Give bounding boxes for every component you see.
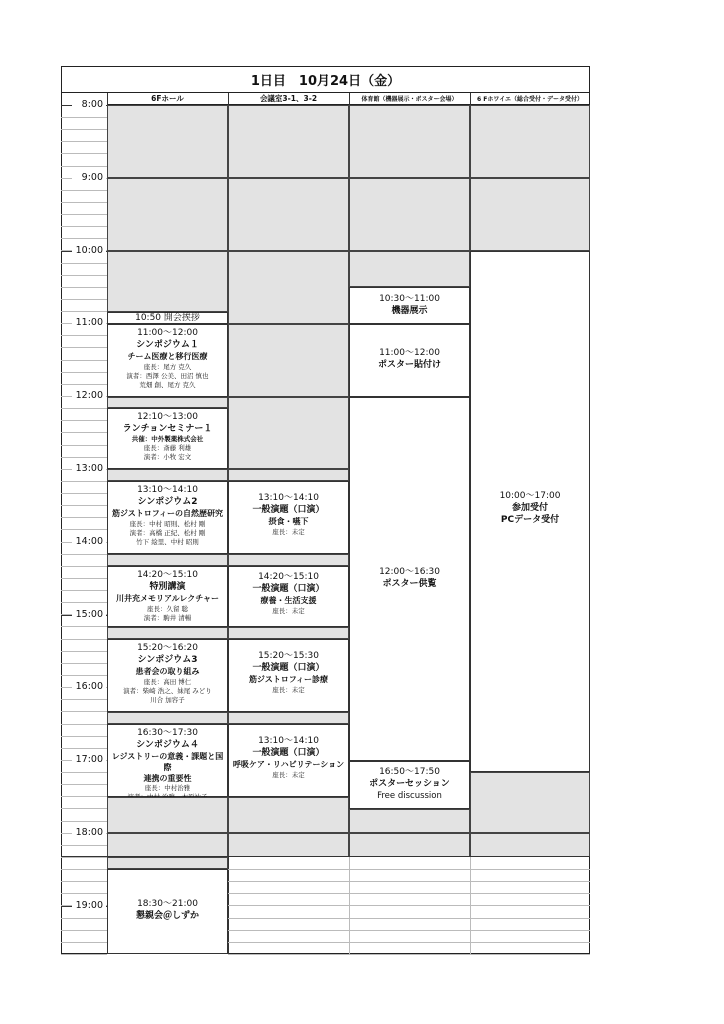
session-symposium-3 [107, 639, 228, 712]
minor-gridline [61, 335, 107, 336]
session-speakers: 演者：西澤 公美、田沼 慎也 [126, 372, 209, 380]
minor-gridline [61, 736, 107, 737]
time-label: 14:00 [72, 536, 106, 547]
session-time: 13:10～14:10 [258, 736, 319, 746]
empty-row-line [228, 893, 590, 894]
minor-gridline [61, 202, 107, 203]
session-title: 懇親会＠しずか [135, 911, 199, 921]
session-title: ポスター貼付け [377, 360, 441, 370]
session-time: 10:30～11:00 [379, 294, 440, 304]
time-label: 15:00 [72, 609, 106, 620]
column-header-gymnasium: 体育館（機器展示・ポスター会場） [349, 93, 470, 105]
blank-slot [228, 397, 349, 469]
blank-slot [349, 833, 470, 857]
minor-gridline [61, 711, 107, 712]
minor-gridline [61, 942, 107, 943]
session-speakers: 演者：駒井 清暢 [143, 614, 192, 622]
page-title: 1日目 10月24日（金） [61, 66, 590, 93]
divider [61, 856, 590, 857]
minor-gridline [61, 918, 107, 919]
time-label: 10:00 [72, 245, 106, 256]
session-time: 18:30～21:00 [137, 899, 198, 909]
minor-gridline [61, 505, 107, 506]
blank-slot [228, 469, 349, 481]
minor-gridline [61, 881, 107, 882]
empty-row-line [228, 869, 590, 870]
blank-slot [470, 772, 590, 833]
minor-gridline [61, 675, 107, 676]
blank-slot [470, 178, 590, 251]
session-time: 14:20～15:10 [258, 572, 319, 582]
session-banquet [107, 869, 228, 954]
session-time: 16:30～17:30 [137, 728, 198, 738]
empty-row-line [228, 881, 590, 882]
minor-gridline [61, 748, 107, 749]
column-header-6f-hall: 6Fホール [107, 93, 228, 105]
session-equipment-exhibition [349, 287, 470, 324]
minor-gridline [61, 311, 107, 312]
session-speakers: 演者：高橋 正紀、松村 剛 [129, 529, 206, 537]
minor-gridline [61, 493, 107, 494]
blank-slot [228, 251, 349, 324]
session-time: 14:20～15:10 [137, 570, 198, 580]
minor-gridline [61, 772, 107, 773]
minor-gridline [61, 190, 107, 191]
minor-gridline [61, 796, 107, 797]
minor-gridline [61, 360, 107, 361]
blank-slot [107, 833, 228, 857]
minor-gridline [61, 457, 107, 458]
session-title: 一般演題（口演） [252, 663, 325, 673]
time-label: 12:00 [72, 390, 106, 401]
session-poster-session [349, 761, 470, 809]
blank-slot [470, 105, 590, 178]
blank-slot [107, 857, 228, 869]
minor-gridline [61, 954, 107, 955]
blank-slot [107, 797, 228, 833]
minor-gridline [61, 554, 107, 555]
session-subtitle: レジストリーの意義・課題と国際 [111, 752, 224, 772]
blank-slot [228, 105, 349, 178]
session-time: 10:00～17:00 [499, 491, 561, 501]
column-header-foyer: 6 Fホワイエ（総合受付・データ受付） [470, 93, 590, 105]
session-registration [470, 251, 590, 772]
session-subtitle: 療養・生活支援 [260, 596, 317, 605]
minor-gridline [61, 784, 107, 785]
minor-gridline [61, 602, 107, 603]
session-time: 11:00～12:00 [137, 328, 198, 338]
minor-gridline [61, 566, 107, 567]
minor-gridline [61, 384, 107, 385]
minor-gridline [61, 141, 107, 142]
session-title: シンポジウム3 [137, 655, 198, 665]
session-chair: 座長：未定 [272, 607, 305, 615]
minor-gridline [61, 166, 107, 167]
session-title: 機器展示 [391, 306, 428, 316]
session-oral-1 [228, 481, 349, 554]
opening-remarks: 10:50 開会挨拶 [107, 312, 228, 324]
blank-slot [349, 178, 470, 251]
minor-gridline [61, 590, 107, 591]
empty-row-line [228, 905, 590, 906]
session-speakers: 荒畑 創、尾方 克久 [139, 381, 196, 389]
session-title: 一般演題（口演） [252, 584, 325, 594]
blank-slot [107, 469, 228, 481]
session-subtitle: 患者会の取り組み [135, 667, 200, 676]
session-time: 15:20～15:30 [258, 651, 319, 661]
session-time: 15:20～16:20 [137, 643, 198, 653]
minor-gridline [61, 845, 107, 846]
session-title: 特別講演 [149, 582, 186, 592]
time-label: 11:00 [72, 317, 106, 328]
minor-gridline [61, 699, 107, 700]
blank-slot [107, 251, 228, 312]
time-label: 16:00 [72, 681, 106, 692]
session-title: 一般演題（口演） [252, 748, 325, 758]
session-subtitle: 連携の重要性 [143, 774, 192, 783]
minor-gridline [61, 372, 107, 373]
minor-gridline [61, 529, 107, 530]
minor-gridline [61, 821, 107, 822]
minor-gridline [61, 347, 107, 348]
column-header-meeting-room: 会議室3-1、3-2 [228, 93, 349, 105]
minor-gridline [61, 287, 107, 288]
minor-gridline [61, 724, 107, 725]
session-subtitle: 呼吸ケア・リハビリテーション [232, 760, 345, 769]
session-symposium-2 [107, 481, 228, 554]
session-title: 参加受付 [511, 503, 548, 513]
blank-slot [107, 712, 228, 724]
blank-slot [470, 833, 590, 857]
session-time: 12:10～13:00 [137, 412, 198, 422]
session-subtitle: 筋ジストロフィー診療 [248, 675, 329, 684]
blank-slot [107, 397, 228, 408]
minor-gridline [61, 517, 107, 518]
session-time: 13:10～14:10 [137, 485, 198, 495]
session-subtitle: チーム医療と移行医療 [127, 352, 208, 361]
session-chair: 座長：中村治雅 [144, 784, 191, 792]
time-label: 13:00 [72, 463, 106, 474]
session-poster-setup [349, 324, 470, 397]
session-luncheon-seminar-1 [107, 408, 228, 469]
blank-slot [228, 178, 349, 251]
minor-gridline [61, 408, 107, 409]
minor-gridline [61, 226, 107, 227]
session-oral-2 [228, 566, 349, 627]
minor-gridline [61, 808, 107, 809]
minor-gridline [61, 153, 107, 154]
session-subtitle: 筋ジストロフィーの自然歴研究 [111, 509, 224, 518]
session-title: シンポジウム2 [137, 497, 198, 507]
blank-slot [107, 105, 228, 178]
minor-gridline [61, 263, 107, 264]
time-label: 9:00 [72, 172, 106, 183]
minor-gridline [61, 651, 107, 652]
minor-gridline [61, 857, 107, 858]
session-subtitle: 川井充メモリアルレクチャー [115, 594, 220, 603]
minor-gridline [61, 445, 107, 446]
minor-gridline [61, 578, 107, 579]
session-speakers: 竹下 絵里、中村 昭則 [136, 538, 199, 546]
time-label: 18:00 [72, 827, 106, 838]
blank-slot [228, 797, 349, 833]
empty-column-line [470, 857, 471, 954]
blank-slot [228, 627, 349, 639]
session-poster-viewing [349, 397, 470, 761]
minor-gridline [61, 663, 107, 664]
minor-gridline [61, 420, 107, 421]
session-symposium-1 [107, 324, 228, 397]
session-title: 一般演題（口演） [252, 505, 325, 515]
session-chair: 座長：高田 博仁 [143, 678, 192, 686]
session-chair: 座長：中村 昭則、松村 剛 [129, 520, 206, 528]
session-chair: 座長：未定 [272, 528, 305, 536]
session-chair: 座長：未定 [272, 686, 305, 694]
blank-slot [228, 712, 349, 724]
minor-gridline [61, 930, 107, 931]
session-title: ポスター供覧 [382, 579, 437, 589]
session-special-lecture [107, 566, 228, 627]
minor-gridline [61, 626, 107, 627]
session-speakers: 演者：柴崎 浩之、妹尾 みどり [123, 687, 212, 695]
session-title: シンポジウム４ [136, 740, 199, 750]
time-label: 8:00 [72, 99, 106, 110]
session-speakers: 川合 加容子 [150, 696, 185, 704]
minor-gridline [61, 117, 107, 118]
session-chair: 座長：久留 聡 [146, 605, 189, 613]
session-sponsor: 共催：中外製薬株式会社 [131, 435, 204, 443]
blank-slot [349, 809, 470, 833]
session-subtitle: Free discussion [377, 791, 442, 801]
session-subtitle: 摂食・嚥下 [268, 517, 309, 526]
time-label: 19:00 [72, 900, 106, 911]
minor-gridline [61, 129, 107, 130]
empty-row-line [228, 954, 590, 955]
minor-gridline [61, 869, 107, 870]
session-chair: 座長：尾方 克久 [143, 363, 192, 371]
session-title: ポスターセッション [369, 779, 450, 789]
blank-slot [228, 833, 349, 857]
minor-gridline [61, 639, 107, 640]
session-chair: 座長：斎藤 利雄 [143, 444, 192, 452]
minor-gridline [61, 432, 107, 433]
session-chair: 座長：未定 [272, 771, 305, 779]
blank-slot [349, 105, 470, 178]
empty-row-line [228, 930, 590, 931]
session-title: シンポジウム１ [136, 340, 199, 350]
blank-slot [107, 627, 228, 639]
session-symposium-4 [107, 724, 228, 797]
blank-slot [228, 324, 349, 397]
session-time: 12:00～16:30 [379, 567, 440, 577]
minor-gridline [61, 299, 107, 300]
minor-gridline [61, 214, 107, 215]
empty-row-line [228, 942, 590, 943]
session-title: ランチョンセミナー１ [122, 424, 213, 434]
session-time: 11:00～12:00 [379, 348, 440, 358]
time-label: 17:00 [72, 754, 106, 765]
blank-slot [228, 554, 349, 566]
empty-column-line [349, 857, 350, 954]
blank-slot [349, 251, 470, 287]
session-speakers: 演者：小牧 宏文 [143, 453, 192, 461]
session-time: 13:10～14:10 [258, 493, 319, 503]
minor-gridline [61, 275, 107, 276]
session-oral-4 [228, 724, 349, 797]
empty-row-line [228, 918, 590, 919]
minor-gridline [61, 238, 107, 239]
minor-gridline [61, 893, 107, 894]
session-subtitle: PCデータ受付 [500, 515, 560, 525]
blank-slot [107, 554, 228, 566]
minor-gridline [61, 481, 107, 482]
session-time: 16:50～17:50 [379, 767, 440, 777]
session-oral-3 [228, 639, 349, 712]
blank-slot [107, 178, 228, 251]
